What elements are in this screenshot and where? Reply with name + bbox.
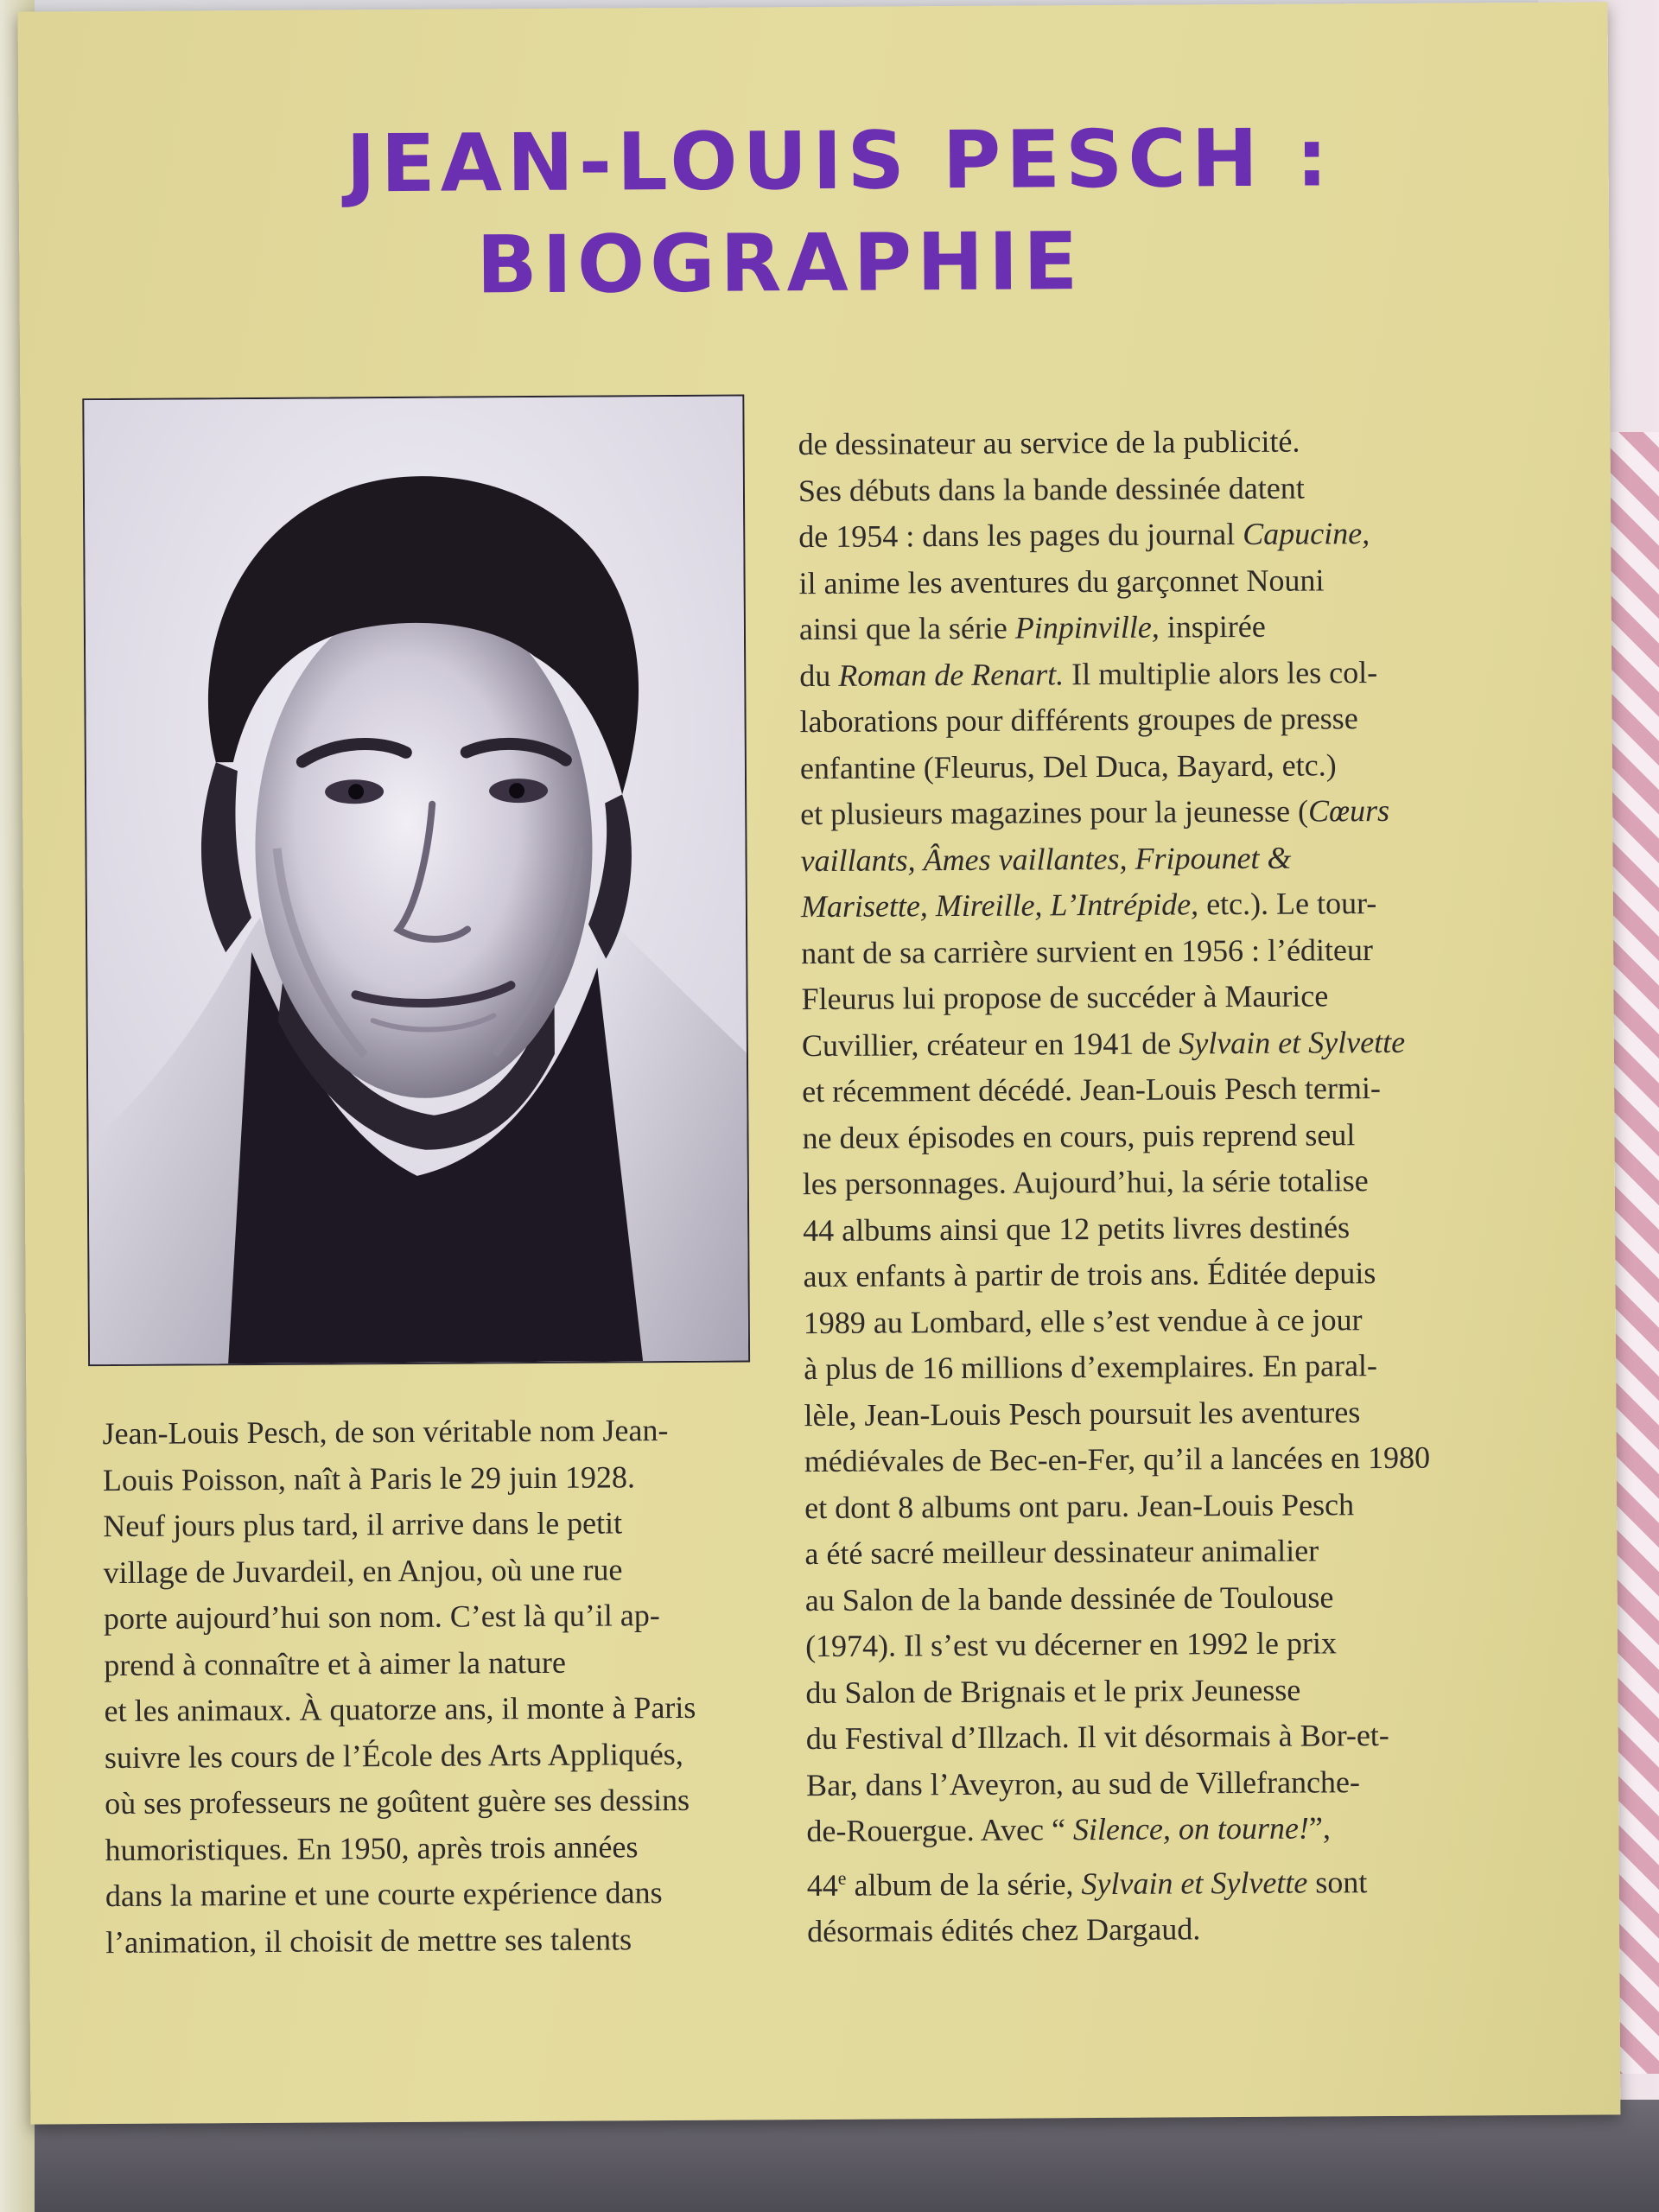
text-line [802, 1065, 1495, 1115]
text-line [804, 1527, 1497, 1577]
text-line [798, 556, 1491, 607]
text-run: album de la série, [846, 1866, 1082, 1903]
text-run: du Festival d’Illzach. Il vit désormais à Bor-et- [805, 1717, 1389, 1757]
text-run: ne deux épisodes en cours, puis reprend seul [802, 1116, 1356, 1155]
text-line: village de Juvardeil, en Anjou, où une rue [103, 1551, 623, 1590]
page-title [18, 105, 1609, 319]
title-line-1: JEAN-LOUIS PESCH : [346, 111, 1333, 211]
text-run: du [799, 658, 839, 693]
text-line: prend à connaître et à aimer la nature [104, 1644, 567, 1682]
text-line: Neuf jours plus tard, il arrive dans le petit [103, 1505, 623, 1544]
text-line [805, 1666, 1498, 1716]
text-run: Bar, dans l’Aveyron, au sud de Villefranche- [805, 1764, 1361, 1802]
text-run: Cuvillier, créateur en 1941 de [801, 1025, 1179, 1063]
text-line: Jean-Louis Pesch, de son véritable nom Jean- [102, 1413, 669, 1452]
text-line: suivre les cours de l’École des Arts Appliqués, [104, 1736, 683, 1775]
magazine-title: Marisette, Mireille, L’Intrépide, [800, 887, 1199, 925]
text-line [800, 834, 1493, 884]
text-run: Ses débuts dans la bande dessinée datent [798, 470, 1305, 508]
text-line [807, 1851, 1500, 1909]
text-run: 1989 au Lombard, elle s’est vendue à ce jour [803, 1301, 1363, 1340]
text-line: humoristiques. En 1950, après trois années [105, 1828, 639, 1867]
text-line [798, 417, 1491, 467]
text-line [799, 602, 1492, 652]
text-line [803, 1204, 1496, 1254]
text-line [805, 1619, 1498, 1669]
text-run: etc.). Le tour- [1198, 886, 1377, 922]
album-title: Silence, on tourne! [1072, 1810, 1310, 1847]
text-line [804, 1434, 1497, 1484]
text-run: Fleurus lui propose de succéder à Maurice [801, 978, 1329, 1017]
text-run: et récemment décédé. Jean-Louis Pesch termi- [802, 1071, 1382, 1109]
text-line [807, 1904, 1500, 1955]
text-run: au Salon de la bande dessinée de Toulouse [804, 1579, 1334, 1618]
biography-right-column [798, 417, 1500, 1955]
series-title: Pinpinville, [1014, 609, 1160, 645]
text-line [804, 1481, 1497, 1531]
text-line: porte aujourd’hui son nom. C’est là qu’il ap- [103, 1598, 660, 1637]
text-run: ”, [1308, 1810, 1332, 1846]
text-run: sont [1307, 1864, 1368, 1900]
text-line [799, 649, 1492, 699]
text-run: de-Rouergue. Avec “ [806, 1812, 1074, 1849]
text-line [800, 787, 1493, 837]
journal-title: Capucine, [1243, 516, 1370, 551]
text-run: désormais édités chez Dargaud. [807, 1911, 1201, 1949]
text-line: Louis Poisson, naît à Paris le 29 juin 1928. [102, 1459, 636, 1497]
text-line [804, 1296, 1497, 1346]
text-line [806, 1804, 1499, 1854]
title-line-2: BIOGRAPHIE [476, 215, 1084, 312]
text-line [806, 1712, 1499, 1762]
text-run: il anime les aventures du garçonnet Nouni [798, 562, 1325, 601]
text-line [801, 972, 1494, 1022]
text-line [801, 880, 1494, 930]
text-run: lèle, Jean-Louis Pesch poursuit les aventures [804, 1394, 1361, 1433]
series-title: Sylvain et Sylvette [1179, 1024, 1406, 1060]
text-line [798, 464, 1491, 514]
text-line [804, 1389, 1497, 1439]
text-run: les personnages. Aujourd’hui, la série totalise [802, 1163, 1369, 1202]
text-line [798, 510, 1491, 560]
ordinal-suffix: e [837, 1866, 847, 1889]
text-run: 44 [806, 1867, 838, 1903]
text-line [806, 1758, 1499, 1808]
text-run: de dessinateur au service de la publicité. [798, 423, 1300, 462]
text-run: médiévales de Bec-en-Fer, qu’il a lancées en 1980 [804, 1440, 1431, 1479]
text-line [803, 1249, 1496, 1300]
biography-left-column [102, 1407, 771, 1966]
text-line [801, 926, 1494, 976]
text-line: où ses professeurs ne goûtent guère ses dessins [105, 1782, 690, 1821]
text-run: aux enfants à partir de trois ans. Éditée depuis [803, 1255, 1376, 1294]
text-run: et plusieurs magazines pour la jeunesse ( [800, 793, 1309, 832]
text-run: nant de sa carrière survient en 1956 : l’éditeur [801, 931, 1374, 970]
book-title: Roman de Renart. [838, 656, 1065, 693]
series-title: Sylvain et Sylvette [1081, 1865, 1308, 1901]
portrait-photo [82, 395, 750, 1367]
text-line: l’animation, il choisit de mettre ses talents [105, 1921, 632, 1960]
text-run: inspirée [1159, 608, 1266, 645]
magazine-title: vaillants, Âmes vaillantes, Fripounet & [800, 840, 1292, 878]
text-run: à plus de 16 millions d’exemplaires. En paral- [804, 1348, 1378, 1387]
text-line: et les animaux. À quatorze ans, il monte à Paris [104, 1689, 696, 1729]
text-line [805, 1573, 1498, 1624]
text-line: dans la marine et une courte expérience dans [105, 1875, 663, 1914]
text-line [800, 741, 1493, 791]
text-line [804, 1342, 1497, 1392]
text-run: ainsi que la série [798, 610, 1015, 647]
text-line [799, 695, 1492, 745]
text-run: (1974). Il s’est vu décerner en 1992 le prix [804, 1625, 1338, 1664]
text-run: laborations pour différents groupes de presse [799, 701, 1358, 740]
text-run: et dont 8 albums ont paru. Jean-Louis Pesch [804, 1486, 1355, 1525]
text-run: de 1954 : dans les pages du journal [798, 516, 1243, 555]
text-run: enfantine (Fleurus, Del Duca, Bayard, etc.) [799, 747, 1337, 785]
text-line [802, 1111, 1495, 1161]
text-line [802, 1019, 1495, 1069]
text-run: 44 albums ainsi que 12 petits livres destinés [803, 1209, 1351, 1248]
portrait-photo-icon [84, 397, 748, 1365]
magazine-title: Cœurs [1307, 792, 1390, 829]
text-line [803, 1157, 1496, 1207]
text-run: a été sacré meilleur dessinateur animalier [804, 1533, 1319, 1572]
text-run: du Salon de Brignais et le prix Jeunesse [805, 1672, 1301, 1710]
text-run: Il multiplie alors les col- [1064, 654, 1378, 691]
booklet-page [18, 2, 1621, 2124]
